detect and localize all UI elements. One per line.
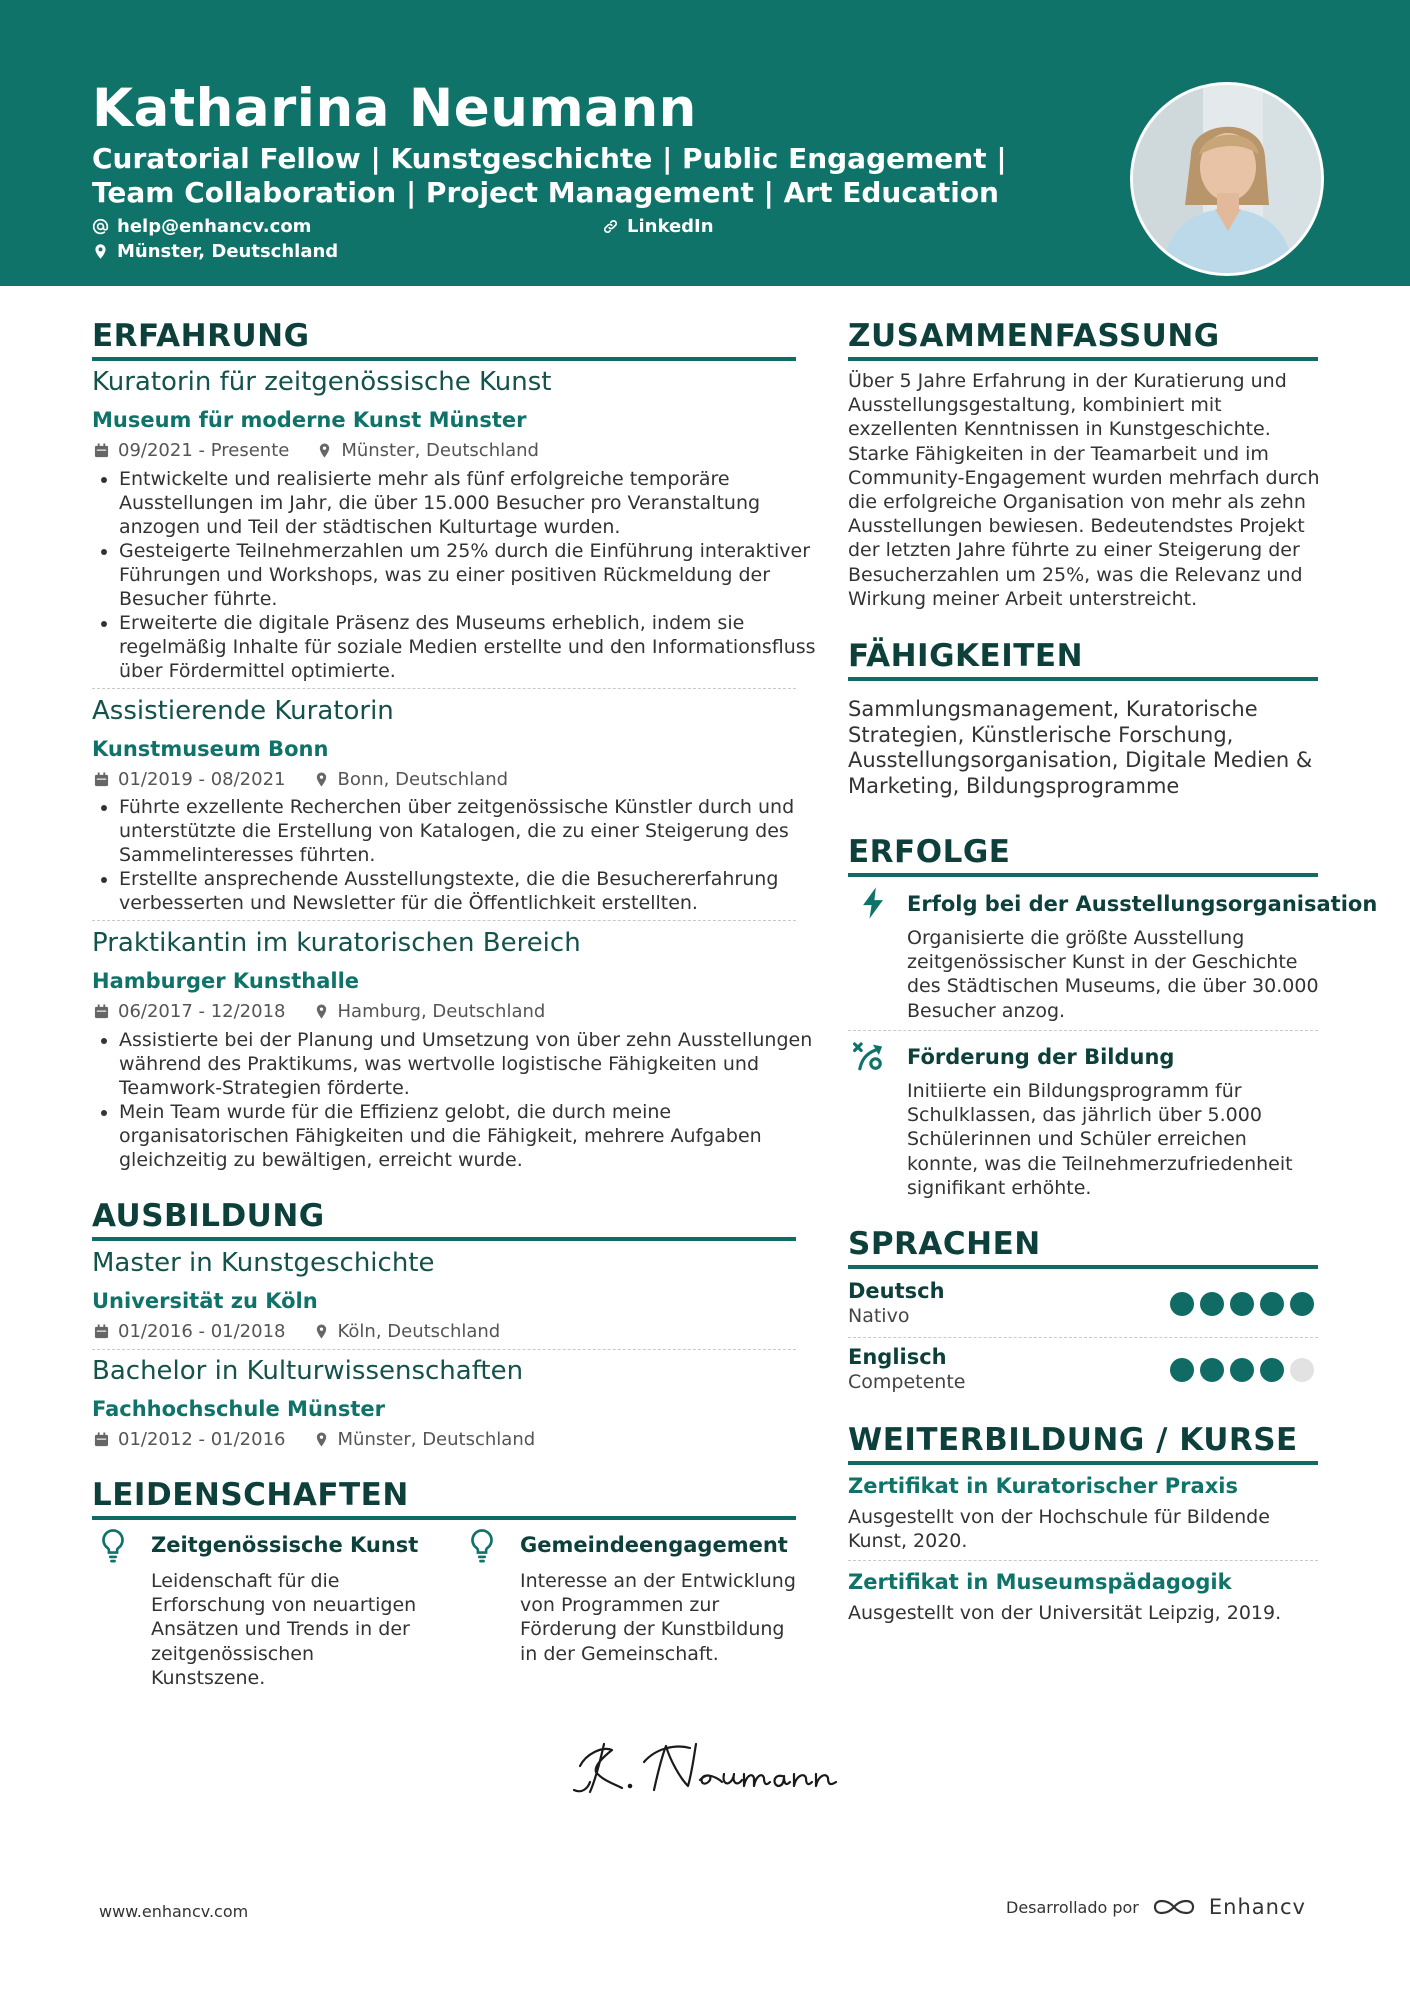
course-title: Zertifikat in Museumspädagogik	[848, 1570, 1232, 1594]
powered-by-text: Desarrollado por	[1006, 1897, 1139, 1917]
job-meta	[94, 769, 508, 790]
company-name: Museum für moderne Kunst Münster	[92, 408, 527, 432]
section-title-languages: SPRACHEN	[848, 1226, 1041, 1262]
date-range	[94, 1429, 286, 1450]
rating-dot-filled	[1260, 1358, 1284, 1382]
calendar-icon	[94, 772, 109, 787]
candidate-name: Katharina Neumann	[92, 78, 697, 139]
divider	[848, 1337, 1318, 1338]
achievement-title: Erfolg bei der Ausstellungsorganisation	[907, 892, 1378, 916]
passion-title: Gemeindeengagement	[520, 1533, 788, 1557]
passion-title: Zeitgenössische Kunst	[151, 1533, 419, 1557]
section-title-skills: FÄHIGKEITEN	[848, 638, 1084, 674]
school-name: Universität zu Köln	[92, 1289, 318, 1313]
bullet-item: • Assistierte bei der Planung und Umsetzung von über zehn Ausstellungen während des Praktikums, was wertvolle logistische Fähigkeiten und Teamwork-Strategien förderte.	[119, 1028, 829, 1100]
bullet-item: • Führte exzellente Recherchen über zeitgenössische Künstler durch und unterstützte die Erstellung von Katalogen, die zu einer Steigerung des Sammelinteresses führten.	[119, 795, 829, 867]
strategy-icon	[852, 1040, 886, 1074]
language-level: Competente	[848, 1371, 966, 1393]
divider	[92, 1349, 796, 1350]
section-title-education: AUSBILDUNG	[92, 1198, 325, 1234]
rating-dot-filled	[1170, 1358, 1194, 1382]
bullet-item: • Erweiterte die digitale Präsenz des Museums erheblich, indem sie regelmäßig Inhalte für soziale Medien erstellte und den Informationsfluss über Fördermittel optimierte.	[119, 611, 829, 683]
section-rule	[848, 1461, 1318, 1465]
divider	[848, 1560, 1318, 1561]
rating-dot-filled	[1290, 1292, 1314, 1316]
section-title-passions: LEIDENSCHAFTEN	[92, 1477, 409, 1513]
rating-dot-filled	[1200, 1292, 1224, 1316]
job-meta	[94, 1001, 545, 1022]
bullet-item: • Entwickelte und realisierte mehr als fünf erfolgreiche temporäre Ausstellungen im Jahr, die über 15.000 Besucher pro Veranstaltung anzogen und Teil der städtischen Kulturtage wurden.	[119, 467, 829, 539]
footer-url[interactable]: www.enhancv.com	[99, 1902, 249, 1921]
contact-linkedin[interactable]	[602, 216, 714, 237]
location-text: Münster, Deutschland	[341, 440, 539, 461]
lightning-bolt-icon	[856, 886, 890, 920]
achievement-description: Organisierte die größte Ausstellung zeitgenössischer Kunst in der Geschichte des Städtischen Museums, die über 30.000 Besucher anzog.	[907, 927, 1319, 1022]
lightbulb-icon	[467, 1528, 497, 1564]
course-description: Ausgestellt von der Universität Leipzig, 2019.	[848, 1602, 1282, 1624]
section-rule	[848, 1265, 1318, 1269]
map-pin-icon	[317, 443, 332, 458]
calendar-icon	[94, 1004, 109, 1019]
company-name: Hamburger Kunsthalle	[92, 969, 360, 993]
education-meta	[94, 1429, 535, 1450]
degree-title: Bachelor in Kulturwissenschaften	[92, 1356, 524, 1386]
section-rule	[848, 357, 1318, 361]
language-rating	[1170, 1358, 1314, 1382]
section-title-experience: ERFAHRUNG	[92, 318, 310, 354]
portrait-illustration	[1133, 85, 1321, 273]
section-rule	[92, 1237, 796, 1241]
map-pin-icon	[314, 1324, 329, 1339]
education-meta	[94, 1321, 500, 1342]
headline: Curatorial Fellow | Kunstgeschichte | Public Engagement | Team Collaboration | Project Management | Art Education	[92, 142, 1007, 209]
section-rule	[92, 1516, 796, 1520]
email-text: help@enhancv.com	[117, 216, 312, 237]
job-bullets	[92, 1028, 829, 1172]
date-range	[94, 769, 286, 790]
location-text: Köln, Deutschland	[337, 1321, 501, 1342]
dates-text: 09/2021 - Presente	[118, 440, 290, 461]
location-text: Bonn, Deutschland	[337, 769, 509, 790]
footer-branding	[1006, 1895, 1306, 1919]
resume-header	[0, 0, 1410, 286]
link-icon	[602, 218, 619, 235]
dates-text: 06/2017 - 12/2018	[118, 1001, 286, 1022]
section-title-summary: ZUSAMMENFASSUNG	[848, 318, 1220, 354]
date-range	[94, 1321, 286, 1342]
at-sign-icon	[92, 218, 109, 235]
section-title-courses: WEITERBILDUNG / KURSE	[848, 1422, 1298, 1458]
divider	[92, 688, 796, 689]
rating-dot-empty	[1290, 1358, 1314, 1382]
company-name: Kunstmuseum Bonn	[92, 737, 329, 761]
location-text: Münster, Deutschland	[337, 1429, 536, 1450]
calendar-icon	[94, 1324, 109, 1339]
section-rule	[848, 873, 1318, 877]
map-pin-icon	[92, 243, 109, 260]
map-pin-icon	[314, 772, 329, 787]
map-pin-icon	[314, 1432, 329, 1447]
map-pin-icon	[314, 1004, 329, 1019]
brand-name: Enhancv	[1208, 1895, 1306, 1919]
passion-description: Leidenschaft für die Erforschung von neuartigen Ansätzen und Trends in der zeitgenössischen Kunstszene.	[151, 1570, 417, 1689]
job-location	[317, 440, 539, 461]
skills-text: Sammlungsmanagement, Kuratorische Strategien, Künstlerische Forschung, Ausstellungsorganisation, Digitale Medien & Marketing, Bildungsprogramme	[848, 697, 1313, 798]
job-bullets	[92, 467, 829, 683]
bullet-item: • Erstellte ansprechende Ausstellungstexte, die die Besuchererfahrung verbesserten und Newsletter für die Öffentlichkeit erstellten.	[119, 867, 829, 915]
bullet-item: • Gesteigerte Teilnehmerzahlen um 25% durch die Einführung interaktiver Führungen und Workshops, was zu einer positiven Rückmeldung der Besucher führte.	[119, 539, 829, 611]
location-text: Münster, Deutschland	[117, 241, 339, 262]
dates-text: 01/2019 - 08/2021	[118, 769, 286, 790]
course-description: Ausgestellt von der Hochschule für Bildende Kunst, 2020.	[848, 1506, 1270, 1553]
language-level: Nativo	[848, 1305, 910, 1327]
rating-dot-filled	[1230, 1292, 1254, 1316]
rating-dot-filled	[1260, 1292, 1284, 1316]
bullet-item: • Mein Team wurde für die Effizienz gelobt, die durch meine organisatorischen Fähigkeiten und die Fähigkeit, mehrere Aufgaben gleichzeitig zu bewältigen, erreicht wurde.	[119, 1100, 829, 1172]
passion-description: Interesse an der Entwicklung von Programmen zur Förderung der Kunstbildung in der Gemeinschaft.	[520, 1570, 796, 1665]
course-title: Zertifikat in Kuratorischer Praxis	[848, 1474, 1238, 1498]
rating-dot-filled	[1170, 1292, 1194, 1316]
dates-text: 01/2016 - 01/2018	[118, 1321, 286, 1342]
language-name: Deutsch	[848, 1279, 945, 1303]
contact-location	[92, 241, 338, 262]
job-title: Kuratorin für zeitgenössische Kunst	[92, 367, 552, 397]
date-range	[94, 1001, 286, 1022]
language-rating	[1170, 1292, 1314, 1316]
profile-photo	[1130, 82, 1324, 276]
section-rule	[92, 357, 796, 361]
rating-dot-filled	[1230, 1358, 1254, 1382]
calendar-icon	[94, 443, 109, 458]
lightbulb-icon	[98, 1528, 128, 1564]
divider	[848, 1030, 1318, 1031]
education-location	[314, 1321, 501, 1342]
achievement-description: Initiierte ein Bildungsprogramm für Schulklassen, das jährlich über 5.000 Schülerinnen und Schüler erreichen konnte, was die Teilnehmerzufriedenheit signifikant erhöhte.	[907, 1080, 1293, 1199]
signature	[572, 1732, 872, 1802]
job-meta	[94, 440, 539, 461]
summary-text: Über 5 Jahre Erfahrung in der Kuratierung und Ausstellungsgestaltung, kombiniert mit exzellenten Kenntnissen in Kunstgeschichte. Starke Fähigkeiten in der Teamarbeit und im Community-Engagement wurden mehrfach durch die erfolgreiche Organisation von mehr als zehn Ausstellungen bewiesen. Bedeutendstes Projekt der letzten Jahre führte zu einer Steigerung der Besucherzahlen um 25%, was die Relevanz und Wirkung meiner Arbeit unterstreicht.	[848, 370, 1320, 610]
divider	[92, 920, 796, 921]
enhancv-logo-icon	[1151, 1895, 1197, 1919]
dates-text: 01/2012 - 01/2016	[118, 1429, 286, 1450]
job-title: Praktikantin im kuratorischen Bereich	[92, 928, 581, 958]
location-text: Hamburg, Deutschland	[337, 1001, 546, 1022]
job-location	[314, 1001, 546, 1022]
job-title: Assistierende Kuratorin	[92, 696, 394, 726]
contact-email[interactable]	[92, 216, 311, 237]
linkedin-text: LinkedIn	[627, 216, 714, 237]
job-location	[314, 769, 509, 790]
date-range	[94, 440, 289, 461]
language-name: Englisch	[848, 1345, 947, 1369]
achievement-title: Förderung der Bildung	[907, 1045, 1175, 1069]
section-rule	[848, 677, 1318, 681]
degree-title: Master in Kunstgeschichte	[92, 1248, 435, 1278]
school-name: Fachhochschule Münster	[92, 1397, 385, 1421]
rating-dot-filled	[1200, 1358, 1224, 1382]
job-bullets	[92, 795, 829, 915]
education-location	[314, 1429, 536, 1450]
section-title-achievements: ERFOLGE	[848, 834, 1011, 870]
calendar-icon	[94, 1432, 109, 1447]
